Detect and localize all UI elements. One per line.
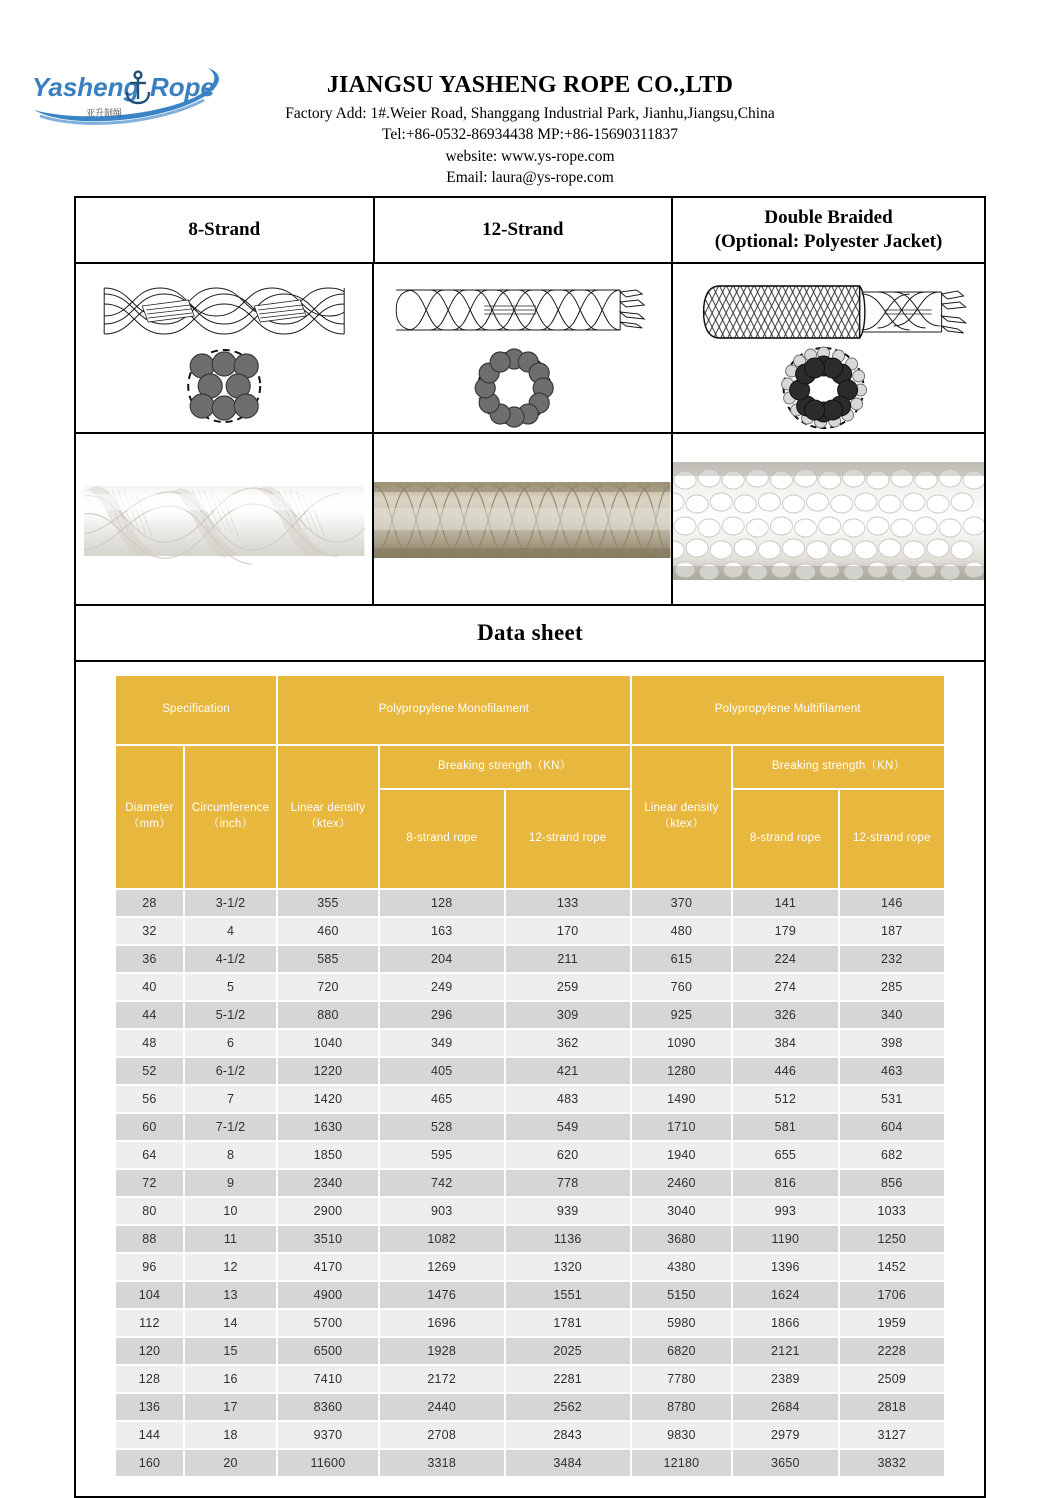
table-cell: 856 (840, 1170, 944, 1196)
table-row (116, 1338, 944, 1364)
table-cell: 11 (185, 1226, 276, 1252)
table-cell: 232 (840, 946, 944, 972)
table-cell: 48 (116, 1030, 183, 1056)
table-cell: 1866 (733, 1310, 837, 1336)
table-cell: 1190 (733, 1226, 837, 1252)
table-cell: 778 (506, 1170, 630, 1196)
table-row (116, 1310, 944, 1336)
table-cell: 3318 (380, 1450, 504, 1476)
header-linear-density-line2: （ktex） (305, 818, 351, 830)
table-cell: 163 (380, 918, 504, 944)
table-cell: 12 (185, 1254, 276, 1280)
header-linear-density-multi (632, 746, 732, 888)
table-cell: 72 (116, 1170, 183, 1196)
table-head (116, 676, 944, 888)
table-cell: 549 (506, 1114, 630, 1140)
product-type-double-braided (673, 198, 984, 262)
table-cell: 1551 (506, 1282, 630, 1308)
table-cell: 11600 (278, 1450, 378, 1476)
svg-text:亚升制绳: 亚升制绳 (86, 109, 123, 119)
table-cell: 88 (116, 1226, 183, 1252)
table-row (116, 974, 944, 1000)
table-cell: 1082 (380, 1226, 504, 1252)
table-cell: 128 (380, 890, 504, 916)
table-cell: 8360 (278, 1394, 378, 1420)
table-cell: 6-1/2 (185, 1058, 276, 1084)
table-cell: 3-1/2 (185, 890, 276, 916)
table-cell: 249 (380, 974, 504, 1000)
table-cell: 3127 (840, 1422, 944, 1448)
table-cell: 104 (116, 1282, 183, 1308)
table-row (116, 1030, 944, 1056)
table-cell: 2818 (840, 1394, 944, 1420)
header-mono-8-strand: 8-strand rope (380, 790, 504, 888)
table-row (116, 1114, 944, 1140)
header-breaking-strength-multi: Breaking strength（KN） (733, 746, 944, 788)
table-row (116, 1282, 944, 1308)
photo-double-braided (673, 434, 984, 604)
eight-strand-rope-diagram (76, 264, 372, 432)
table-cell: 655 (733, 1142, 837, 1168)
table-body (116, 890, 944, 1476)
table-cell: 2281 (506, 1366, 630, 1392)
table-cell: 2460 (632, 1170, 732, 1196)
table-cell: 17 (185, 1394, 276, 1420)
svg-text:Rope: Rope (150, 72, 215, 102)
table-cell: 128 (116, 1366, 183, 1392)
table-cell: 2509 (840, 1366, 944, 1392)
product-type-header-row (76, 198, 984, 264)
table-cell: 6820 (632, 1338, 732, 1364)
table-cell: 1476 (380, 1282, 504, 1308)
table-row (116, 1366, 944, 1392)
header-diameter-line1: Diameter (125, 802, 174, 815)
svg-text:Yasheng: Yasheng (32, 72, 140, 102)
table-cell: 5980 (632, 1310, 732, 1336)
table-cell: 18 (185, 1422, 276, 1448)
table-cell: 2979 (733, 1422, 837, 1448)
table-cell: 1420 (278, 1086, 378, 1112)
cross-section-double-braided (781, 347, 866, 428)
table-cell: 1250 (840, 1226, 944, 1252)
table-cell: 2121 (733, 1338, 837, 1364)
table-cell: 309 (506, 1002, 630, 1028)
header-circumference-line2: （inch） (207, 818, 254, 830)
table-cell: 170 (506, 918, 630, 944)
specification-table (114, 674, 946, 1478)
table-cell: 1928 (380, 1338, 504, 1364)
table-cell: 1280 (632, 1058, 732, 1084)
table-cell: 615 (632, 946, 732, 972)
header-circumference (185, 746, 276, 888)
cross-section-8 (188, 350, 260, 422)
table-cell: 349 (380, 1030, 504, 1056)
table-cell: 144 (116, 1422, 183, 1448)
table-cell: 52 (116, 1058, 183, 1084)
table-row (116, 1142, 944, 1168)
table-sub-header-row (116, 746, 944, 788)
table-cell: 2440 (380, 1394, 504, 1420)
diagram-8-strand (76, 264, 374, 432)
table-cell: 4380 (632, 1254, 732, 1280)
table-cell: 2340 (278, 1170, 378, 1196)
table-cell: 56 (116, 1086, 183, 1112)
company-email: Email: laura@ys-rope.com (446, 169, 614, 187)
table-cell: 405 (380, 1058, 504, 1084)
photo-12-strand (374, 434, 672, 604)
table-cell: 28 (116, 890, 183, 916)
header-linear-density-line1: Linear density (290, 802, 366, 815)
table-cell: 1320 (506, 1254, 630, 1280)
table-cell: 285 (840, 974, 944, 1000)
table-cell: 1033 (840, 1198, 944, 1224)
table-row (116, 946, 944, 972)
table-cell: 1040 (278, 1030, 378, 1056)
table-cell: 1850 (278, 1142, 378, 1168)
table-cell: 44 (116, 1002, 183, 1028)
table-cell: 160 (116, 1450, 183, 1476)
table-cell: 2684 (733, 1394, 837, 1420)
table-cell: 460 (278, 918, 378, 944)
company-website: website: www.ys-rope.com (445, 147, 615, 165)
product-sheet (74, 196, 986, 1498)
table-cell: 595 (380, 1142, 504, 1168)
table-cell: 7 (185, 1086, 276, 1112)
diagram-12-strand (374, 264, 672, 432)
table-cell: 9370 (278, 1422, 378, 1448)
diagram-double-braided (673, 264, 984, 432)
header-breaking-strength-mono: Breaking strength（KN） (380, 746, 630, 788)
table-cell: 465 (380, 1086, 504, 1112)
table-cell: 581 (733, 1114, 837, 1140)
product-type-label: 8-Strand (188, 219, 261, 241)
table-cell: 10 (185, 1198, 276, 1224)
table-cell: 96 (116, 1254, 183, 1280)
table-cell: 1220 (278, 1058, 378, 1084)
table-cell: 2900 (278, 1198, 378, 1224)
table-row (116, 1394, 944, 1420)
table-cell: 2172 (380, 1366, 504, 1392)
table-cell: 4170 (278, 1254, 378, 1280)
table-cell: 483 (506, 1086, 630, 1112)
table-cell: 3832 (840, 1450, 944, 1476)
table-cell: 340 (840, 1002, 944, 1028)
company-info (0, 72, 1060, 189)
double-braided-rope-diagram (673, 264, 984, 432)
table-cell: 1396 (733, 1254, 837, 1280)
rope-photo-row (76, 434, 984, 606)
table-cell: 4900 (278, 1282, 378, 1308)
table-cell: 40 (116, 974, 183, 1000)
table-cell: 7-1/2 (185, 1114, 276, 1140)
header-linear-density-line1: Linear density (644, 802, 719, 815)
table-row (116, 1170, 944, 1196)
table-cell: 1630 (278, 1114, 378, 1140)
table-cell: 13 (185, 1282, 276, 1308)
table-cell: 224 (733, 946, 837, 972)
table-cell: 604 (840, 1114, 944, 1140)
table-cell: 720 (278, 974, 378, 1000)
header-monofilament: Polypropylene Monofilament (278, 676, 629, 744)
table-cell: 2228 (840, 1338, 944, 1364)
table-cell: 80 (116, 1198, 183, 1224)
datasheet-table-area (76, 662, 984, 1496)
table-cell: 3680 (632, 1226, 732, 1252)
table-cell: 2843 (506, 1422, 630, 1448)
table-cell: 32 (116, 918, 183, 944)
table-cell: 903 (380, 1198, 504, 1224)
table-cell: 742 (380, 1170, 504, 1196)
table-cell: 939 (506, 1198, 630, 1224)
table-cell: 2708 (380, 1422, 504, 1448)
table-cell: 682 (840, 1142, 944, 1168)
table-cell: 384 (733, 1030, 837, 1056)
twelve-strand-rope-diagram (374, 264, 670, 432)
table-cell: 355 (278, 890, 378, 916)
table-cell: 3484 (506, 1450, 630, 1476)
table-cell: 480 (632, 918, 732, 944)
table-group-header-row (116, 676, 944, 744)
table-row (116, 918, 944, 944)
table-cell: 204 (380, 946, 504, 972)
table-cell: 512 (733, 1086, 837, 1112)
table-row (116, 1422, 944, 1448)
photo-8-strand (76, 434, 374, 604)
table-cell: 1490 (632, 1086, 732, 1112)
table-row (116, 1002, 944, 1028)
table-cell: 370 (632, 890, 732, 916)
header-linear-density-line2: （ktex） (658, 818, 705, 830)
table-cell: 6500 (278, 1338, 378, 1364)
table-cell: 1940 (632, 1142, 732, 1168)
table-cell: 585 (278, 946, 378, 972)
header-circumference-line1: Circumference (191, 802, 270, 815)
table-cell: 133 (506, 890, 630, 916)
table-cell: 120 (116, 1338, 183, 1364)
table-row (116, 1086, 944, 1112)
table-cell: 146 (840, 890, 944, 916)
table-cell: 3510 (278, 1226, 378, 1252)
table-cell: 816 (733, 1170, 837, 1196)
table-cell: 463 (840, 1058, 944, 1084)
table-cell: 16 (185, 1366, 276, 1392)
table-cell: 7410 (278, 1366, 378, 1392)
header-mono-12-strand: 12-strand rope (506, 790, 630, 888)
table-cell: 362 (506, 1030, 630, 1056)
header-diameter-line2: （mm） (127, 818, 171, 830)
table-cell: 112 (116, 1310, 183, 1336)
table-cell: 60 (116, 1114, 183, 1140)
header-multi-12-strand: 12-strand rope (840, 790, 944, 888)
table-cell: 9830 (632, 1422, 732, 1448)
table-row (116, 1254, 944, 1280)
table-row (116, 890, 944, 916)
company-address: Factory Add: 1#.Weier Road, Shanggang Industrial Park, Jianhu,Jiangsu,China (285, 105, 775, 122)
table-cell: 12180 (632, 1450, 732, 1476)
table-cell: 8780 (632, 1394, 732, 1420)
table-cell: 211 (506, 946, 630, 972)
table-cell: 187 (840, 918, 944, 944)
header-multifilament: Polypropylene Multifilament (632, 676, 944, 744)
company-name: JIANGSU YASHENG ROPE CO.,LTD (326, 72, 734, 98)
table-cell: 421 (506, 1058, 630, 1084)
table-cell: 4-1/2 (185, 946, 276, 972)
table-cell: 1696 (380, 1310, 504, 1336)
table-cell: 5700 (278, 1310, 378, 1336)
table-cell: 296 (380, 1002, 504, 1028)
table-row (116, 1226, 944, 1252)
cross-section-12 (476, 349, 554, 427)
letterhead (0, 0, 1060, 190)
product-type-12-strand (375, 198, 674, 262)
table-cell: 760 (632, 974, 732, 1000)
datasheet-title: Data sheet (76, 606, 984, 662)
header-multi-8-strand: 8-strand rope (733, 790, 837, 888)
table-cell: 3650 (733, 1450, 837, 1476)
rope-diagram-row (76, 264, 984, 434)
table-row (116, 1450, 944, 1476)
product-type-sublabel: (Optional: Polyester Jacket) (714, 231, 943, 252)
header-specification: Specification (116, 676, 276, 744)
header-linear-density-mono (278, 746, 378, 888)
table-cell: 2389 (733, 1366, 837, 1392)
table-cell: 5 (185, 974, 276, 1000)
table-cell: 274 (733, 974, 837, 1000)
table-cell: 2562 (506, 1394, 630, 1420)
table-row (116, 1198, 944, 1224)
table-cell: 925 (632, 1002, 732, 1028)
table-cell: 326 (733, 1002, 837, 1028)
table-cell: 64 (116, 1142, 183, 1168)
table-cell: 179 (733, 918, 837, 944)
table-cell: 1269 (380, 1254, 504, 1280)
table-cell: 20 (185, 1450, 276, 1476)
table-cell: 3040 (632, 1198, 732, 1224)
table-cell: 398 (840, 1030, 944, 1056)
table-cell: 136 (116, 1394, 183, 1420)
table-cell: 8 (185, 1142, 276, 1168)
product-type-label: 12-Strand (482, 219, 564, 241)
product-type-8-strand (76, 198, 375, 262)
table-cell: 6 (185, 1030, 276, 1056)
table-cell: 1781 (506, 1310, 630, 1336)
table-cell: 880 (278, 1002, 378, 1028)
product-type-label: Double Braided (764, 207, 893, 229)
table-cell: 5150 (632, 1282, 732, 1308)
table-cell: 141 (733, 890, 837, 916)
table-cell: 993 (733, 1198, 837, 1224)
table-cell: 1706 (840, 1282, 944, 1308)
company-phone: Tel:+86-0532-86934438 MP:+86-15690311837 (381, 126, 679, 144)
table-cell: 1090 (632, 1030, 732, 1056)
table-cell: 5-1/2 (185, 1002, 276, 1028)
table-cell: 1452 (840, 1254, 944, 1280)
table-row (116, 1058, 944, 1084)
table-cell: 36 (116, 946, 183, 972)
table-cell: 4 (185, 918, 276, 944)
table-cell: 259 (506, 974, 630, 1000)
table-cell: 1136 (506, 1226, 630, 1252)
table-cell: 528 (380, 1114, 504, 1140)
table-cell: 531 (840, 1086, 944, 1112)
table-cell: 14 (185, 1310, 276, 1336)
table-cell: 2025 (506, 1338, 630, 1364)
table-cell: 1624 (733, 1282, 837, 1308)
table-cell: 1959 (840, 1310, 944, 1336)
table-cell: 7780 (632, 1366, 732, 1392)
header-diameter (116, 746, 183, 888)
table-cell: 620 (506, 1142, 630, 1168)
table-cell: 446 (733, 1058, 837, 1084)
table-cell: 9 (185, 1170, 276, 1196)
table-cell: 15 (185, 1338, 276, 1364)
table-cell: 1710 (632, 1114, 732, 1140)
